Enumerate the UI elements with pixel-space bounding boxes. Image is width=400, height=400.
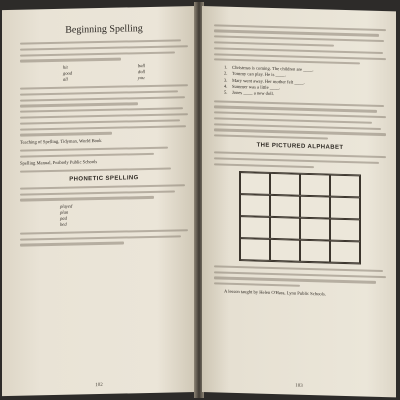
body-paragraph — [20, 107, 188, 136]
sample-word: hit — [62, 64, 68, 70]
sentence-number: 1. — [224, 64, 228, 70]
sentence-number: 2. — [224, 70, 228, 77]
sentence-text: Tommy can play. He is ____. — [232, 71, 286, 78]
section-title: PHONETIC SPELLING — [69, 175, 139, 183]
section-title: THE PICTURED ALPHABET — [256, 142, 344, 152]
grid-cell — [270, 239, 300, 262]
grid-cell — [240, 238, 270, 261]
grid-cell — [330, 218, 360, 241]
sentence-number: 4. — [224, 83, 228, 89]
top-paragraph — [214, 24, 386, 48]
word-list-item: plan — [60, 209, 69, 216]
intro-paragraph — [20, 39, 188, 62]
page-heading: Beginning Spelling — [65, 23, 143, 36]
reference-item: Teaching of Spelling, Tidyman, World Book — [20, 138, 102, 145]
picture-alphabet-grid — [239, 171, 361, 264]
materials-paragraph — [214, 151, 386, 170]
reference-item: Spelling Manual, Peabody Public Schools — [20, 159, 98, 167]
closing-paragraph — [20, 229, 188, 246]
grid-cell — [330, 240, 360, 263]
grid-cell — [300, 174, 330, 197]
sentence-text: Christmas is coming. The children are ____. — [232, 64, 314, 73]
grid-cell — [270, 195, 300, 218]
body-paragraph — [214, 100, 386, 142]
body-paragraph — [20, 184, 188, 201]
grid-cell — [240, 216, 270, 239]
sample-word: ball — [137, 63, 146, 69]
sentence-number: 5. — [224, 89, 228, 95]
right-page — [202, 6, 396, 397]
sample-word: all — [62, 76, 68, 82]
page-number: 103 — [295, 383, 303, 389]
sentence-text: Summer was a little ____. — [232, 83, 281, 91]
sample-word: good — [62, 70, 73, 76]
word-list-item: played — [60, 203, 73, 210]
grid-cell — [300, 196, 330, 219]
grid-cell — [270, 217, 300, 240]
word-list — [60, 201, 188, 228]
grid-cell — [240, 172, 270, 195]
word-column-2 — [138, 63, 145, 81]
word-list-item: pad — [60, 215, 67, 222]
grid-cell — [330, 196, 360, 219]
picture-grid-wrapper — [214, 170, 386, 265]
grid-cell — [270, 173, 300, 196]
sentence-text: Mary went away. Her mother felt ____. — [232, 77, 305, 85]
grid-cell — [300, 218, 330, 241]
sample-word: doll — [137, 69, 146, 75]
sample-word: you — [137, 75, 145, 81]
page-number: 102 — [95, 382, 103, 389]
body-paragraph — [214, 47, 386, 66]
numbered-sentences — [224, 65, 386, 101]
grid-cell — [300, 240, 330, 263]
body-paragraph — [20, 84, 188, 107]
grid-cell — [330, 174, 360, 197]
sentence-number: 3. — [224, 77, 228, 83]
word-column-1 — [63, 65, 72, 83]
references — [20, 136, 188, 173]
word-list-item: bed — [60, 221, 67, 228]
attribution: A lesson taught by Helen O'Hara, Lynn Public Schools. — [224, 288, 326, 297]
sample-words — [30, 63, 178, 84]
sentence-text: Jones ____ a new doll. — [232, 90, 274, 97]
closing-paragraph — [214, 265, 386, 289]
grid-cell — [240, 194, 270, 217]
left-page — [2, 6, 196, 396]
